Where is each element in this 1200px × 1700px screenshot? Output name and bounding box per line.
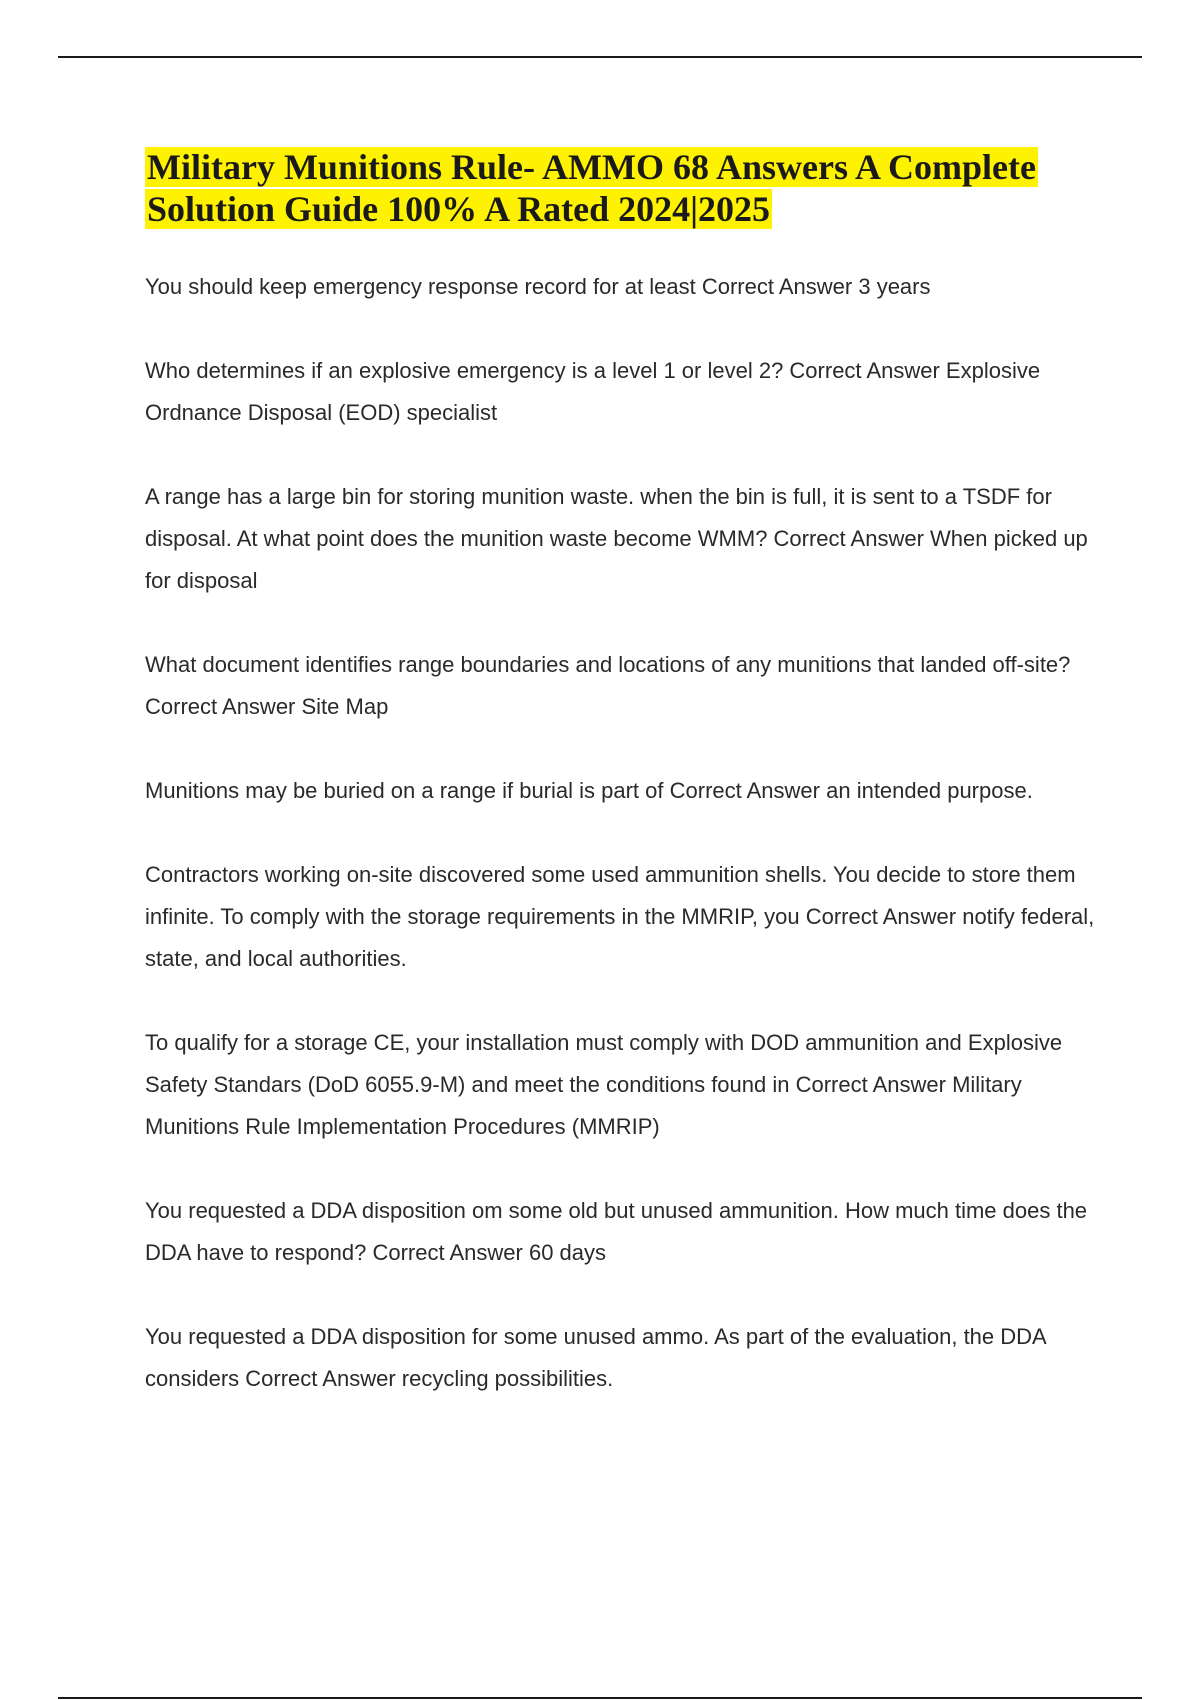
top-rule [58, 56, 1142, 58]
qa-item-4: What document identifies range boundaries and locations of any munitions that landed off-site? Correct Answer Site Map [145, 652, 1071, 719]
qa-item-5: Munitions may be buried on a range if burial is part of Correct Answer an intended purpose. [145, 778, 1033, 803]
qa-item-1: You should keep emergency response record for at least Correct Answer 3 years [145, 274, 931, 299]
bottom-rule [58, 1697, 1142, 1699]
qa-item-2: Who determines if an explosive emergency is a level 1 or level 2? Correct Answer Explosive Ordnance Disposal (EOD) specialist [145, 358, 1041, 425]
qa-item-3: A range has a large bin for storing munition waste. when the bin is full, it is sent to a TSDF for disposal. At what point does the munition waste become WMM? Correct Answer When picked up for disposal [145, 484, 1088, 593]
qa-item-9: You requested a DDA disposition for some unused ammo. As part of the evaluation, the DDA considers Correct Answer recycling possibilities. [145, 1324, 1046, 1391]
qa-item-7: To qualify for a storage CE, your installation must comply with DOD ammunition and Explosive Safety Standars (DoD 6055.9-M) and meet the conditions found in Correct Answer Military Munitions Rule Implementation Procedures (MMRIP) [145, 1030, 1063, 1139]
document-title [145, 146, 1095, 230]
qa-item-8: You requested a DDA disposition om some old but unused ammunition. How much time does the DDA have to respond? Correct Answer 60 days [145, 1198, 1088, 1265]
document-body [145, 146, 1095, 1442]
title-highlight: Military Munitions Rule- AMMO 68 Answers A Complete Solution Guide 100% A Rated 2024|2025 [147, 147, 1036, 229]
qa-item-6: Contractors working on-site discovered some used ammunition shells. You decide to store them infinite. To comply with the storage requirements in the MMRIP, you Correct Answer notify federal, state, and local authorities. [145, 862, 1095, 971]
